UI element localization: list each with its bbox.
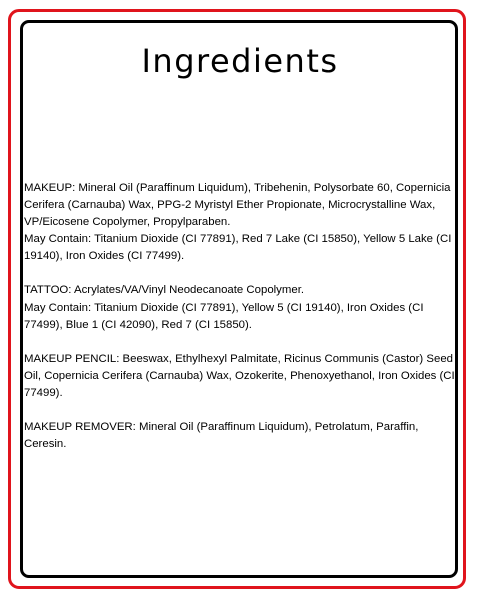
makeup-pencil-ingredients: MAKEUP PENCIL: Beeswax, Ethylhexyl Palmitate, Ricinus Communis (Castor) Seed Oil, Copernicia Cerifera (Carnauba) Wax, Ozokerite, Phenoxyethanol, Iron Oxides (CI 77499).	[24, 352, 455, 399]
makeup-may-contain: May Contain: Titanium Dioxide (CI 77891), Red 7 Lake (CI 15850), Yellow 5 Lake (CI 19140), Iron Oxides (CI 77499).	[24, 233, 452, 263]
tattoo-may-contain: May Contain: Titanium Dioxide (CI 77891), Yellow 5 (CI 19140), Iron Oxides (CI 77499), Blue 1 (CI 42090), Red 7 (CI 15850).	[24, 301, 424, 331]
page-title: Ingredients	[141, 42, 339, 80]
makeup-ingredients: MAKEUP: Mineral Oil (Paraffinum Liquidum), Tribehenin, Polysorbate 60, Copernicia Cerifera (Carnauba) Wax, PPG-2 Myristyl Ether Propionate, Microcrystalline Wax, VP/Eicosene Copolymer, Propylparaben.	[24, 182, 451, 229]
makeup-remover-ingredients: MAKEUP REMOVER: Mineral Oil (Paraffinum Liquidum), Petrolatum, Paraffin, Ceresin.	[24, 421, 419, 451]
section-tattoo	[24, 282, 458, 333]
section-makeup	[24, 180, 458, 265]
section-makeup-remover	[24, 419, 458, 453]
tattoo-ingredients: TATTOO: Acrylates/VA/Vinyl Neodecanoate Copolymer.	[24, 284, 305, 297]
ingredients-list	[24, 180, 458, 470]
section-makeup-pencil	[24, 351, 458, 402]
